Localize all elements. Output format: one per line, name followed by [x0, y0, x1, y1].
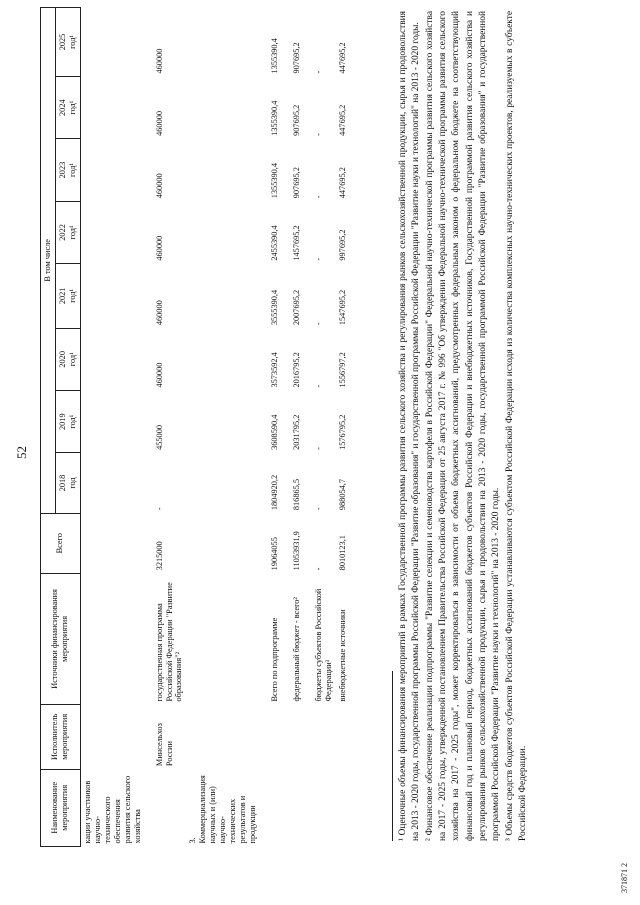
col-header-year	[55, 8, 80, 77]
cell-value	[80, 453, 144, 513]
cell-name	[336, 769, 350, 846]
cell-value	[186, 201, 260, 263]
year-unit: год¹	[67, 225, 77, 240]
cell-value: 2031795,2	[292, 414, 302, 450]
cell-value: -	[314, 384, 324, 388]
cell-executor	[186, 705, 260, 770]
table-body	[80, 8, 350, 847]
table-row	[304, 8, 336, 847]
cell-value: 2016795,2	[292, 352, 302, 388]
cell-value: 1556797,2	[337, 352, 347, 388]
cell-name	[282, 769, 304, 846]
footnote-rule	[392, 671, 393, 841]
cell-executor	[304, 705, 336, 770]
cell-source: внебюджетные источники	[337, 609, 347, 702]
financing-table	[40, 7, 350, 847]
cell-value: -	[314, 195, 324, 199]
cell-value	[186, 264, 260, 329]
table-row	[260, 8, 282, 847]
cell-value	[186, 513, 260, 573]
cell-value: 2455390,4	[270, 225, 280, 261]
col-header-executor: Исполнитель мероприятия	[41, 705, 81, 770]
col-header-year	[55, 264, 80, 329]
cell-value: 3215000	[154, 541, 164, 571]
table-row	[282, 8, 304, 847]
year-value: 2024	[57, 99, 67, 116]
cell-value: 1355390,4	[270, 162, 280, 199]
cell-value: -	[314, 70, 324, 74]
cell-value: -	[314, 322, 324, 326]
col-header-sources: Источники финансирования мероприятия	[41, 573, 81, 704]
cell-value: 447695,2	[337, 104, 347, 136]
cell-value: 1355390,4	[270, 38, 280, 74]
year-value: 2022	[57, 224, 67, 241]
cell-value	[80, 201, 144, 263]
footnote-3: ³ Объемы средств бюджетов субъектов Российской Федерации устанавливаются субъектом Российской Федерации исходя из количества комплексных научно-технических проектов, реализуемых в субъекте Российской Федерации.	[504, 11, 529, 841]
table-header	[41, 8, 81, 847]
cell-value: 19064055	[270, 537, 280, 571]
year-value: 2019	[57, 413, 67, 430]
table-row	[145, 8, 187, 847]
cell-value: 1804920,2	[270, 474, 280, 511]
cell-name: 3. Коммерциализация научных и (или) научно-технических результатов и продукции	[188, 775, 258, 844]
cell-value: 455000	[154, 425, 164, 450]
cell-name: кации участников научно-технического обеспечения развития сельского хозяйства	[82, 775, 142, 844]
year-value: 2023	[57, 161, 67, 179]
document-id: 371871 2	[620, 863, 629, 893]
cell-value	[186, 328, 260, 390]
year-unit: год¹	[67, 163, 77, 177]
year-value: 2025	[57, 33, 67, 51]
cell-value	[80, 76, 144, 138]
cell-value: 460000	[154, 48, 164, 74]
cell-executor	[80, 705, 144, 770]
cell-value: 988054,7	[337, 478, 347, 511]
cell-value: 1457695,2	[292, 225, 302, 261]
cell-source	[186, 573, 260, 704]
cell-value: 3555390,4	[270, 289, 280, 326]
table-row	[186, 8, 260, 847]
cell-value	[186, 139, 260, 201]
cell-source: государственная программа Российской Федерации "Развитие образования"²	[154, 582, 184, 702]
cell-executor	[282, 705, 304, 770]
cell-value	[80, 328, 144, 390]
cell-value: 997695,2	[337, 229, 347, 261]
col-header-year	[55, 391, 80, 453]
cell-value	[80, 391, 144, 453]
cell-value: 460000	[154, 173, 164, 199]
col-header-year	[55, 453, 80, 513]
col-header-year	[55, 139, 80, 201]
col-header-name: Наименование мероприятия	[41, 769, 81, 846]
cell-value: -	[314, 447, 324, 450]
cell-value	[186, 8, 260, 77]
footnote-1: ¹ Оценочные объемы финансирования мероприятий в рамках Государственной программы развития сельского хозяйства и регулирования рынков сельскохозяйственной продукции, сырья и продовольствия на 2013 - 2020 годы, государственной программы Российской Федерации "Развитие образования" и государственной программы Российской Федерации "Развитие науки и технологий" на 2013 - 2020 годы.	[398, 11, 422, 841]
cell-executor	[260, 705, 282, 770]
cell-name	[304, 769, 336, 846]
year-value: 2018	[57, 474, 67, 492]
cell-value: 2007695,2	[292, 289, 302, 326]
cell-value: 3608590,4	[270, 414, 280, 450]
table-row	[80, 8, 144, 847]
year-value: 2021	[57, 287, 67, 305]
cell-name	[260, 769, 282, 846]
cell-value: 460000	[154, 300, 164, 326]
cell-source: Всего по подпрограмме	[270, 617, 280, 702]
cell-value	[80, 513, 144, 573]
cell-value: 1355390,4	[270, 100, 280, 136]
col-header-total: Всего	[41, 513, 81, 573]
table-row	[336, 8, 350, 847]
col-header-including: В том числе	[41, 8, 56, 514]
cell-executor: Минсельхоз России	[154, 723, 174, 767]
cell-value: 447695,2	[337, 167, 347, 199]
cell-value	[80, 264, 144, 329]
cell-name	[145, 769, 187, 846]
cell-value: 447695,2	[337, 42, 347, 74]
footnotes	[392, 11, 530, 841]
year-unit: год¹	[67, 352, 77, 367]
cell-value: 3573592,4	[270, 352, 280, 388]
cell-source	[80, 573, 144, 704]
col-header-year	[55, 76, 80, 138]
cell-value: 1576795,2	[337, 414, 347, 450]
cell-value: 907695,2	[292, 42, 302, 74]
col-header-year	[55, 328, 80, 390]
page-number: 52	[14, 446, 29, 459]
cell-value	[80, 139, 144, 201]
cell-value	[186, 391, 260, 453]
cell-value	[186, 76, 260, 138]
cell-value: -	[314, 567, 324, 571]
cell-value: 8010123,1	[337, 535, 347, 571]
cell-value: 460000	[154, 235, 164, 261]
cell-value: 1547695,2	[337, 289, 347, 326]
cell-value: 11053931,9	[292, 531, 302, 571]
cell-value: 907695,2	[292, 104, 302, 136]
cell-executor	[336, 705, 350, 770]
cell-value: -	[154, 507, 164, 511]
year-unit: год¹	[67, 414, 77, 429]
cell-value: -	[314, 133, 324, 136]
year-unit: год	[67, 477, 77, 489]
cell-value: -	[314, 507, 324, 511]
cell-value	[186, 453, 260, 513]
col-header-year	[55, 201, 80, 263]
year-unit: год¹	[67, 35, 77, 49]
cell-value: -	[314, 257, 324, 261]
cell-value: 816865,5	[292, 478, 302, 511]
year-value: 2020	[57, 351, 67, 368]
year-unit: год¹	[67, 288, 77, 303]
cell-source: бюджеты субъектов Российской Федерации³	[314, 588, 333, 702]
footnote-2: ² Финансовое обеспечение реализации подпрограммы "Развитие селекции и семеноводства картофеля в Российской Федерации" Федеральной научно-технической программы развития сельского хозяйства на 2017 - 2025 годы, утвержденной постановлением Правительства Российской Федерации от 25 августа 2017 г. № 996 "Об утверждении Федеральной научно-технической программы развития сельского хозяйства на 2017 - 2025 годы", может корректироваться в зависимости от объема бюджетных ассигнований, предусмотренных федеральным законом о федеральном бюджете на соответствующий финансовый год и плановый период, бюджетных ассигнований бюджетов субъектов Российской Федерации и внебюджетных источников, Государственной программой развития сельского хозяйства и регулирования рынков сельскохозяйственной продукции, сырья и продовольствия на 2013 - 2020 годы, государственной программой Российской Федерации "Развитие образования" и государственной программой Российской Федерации "Развитие науки и технологий" на 2013 - 2020 годы.	[424, 11, 502, 841]
year-unit: год¹	[67, 100, 77, 115]
cell-source: федеральный бюджет - всего²	[292, 597, 302, 702]
cell-value: 907695,2	[292, 167, 302, 199]
cell-value: 460000	[154, 362, 164, 388]
cell-value	[80, 8, 144, 77]
cell-value: 460000	[154, 110, 164, 136]
